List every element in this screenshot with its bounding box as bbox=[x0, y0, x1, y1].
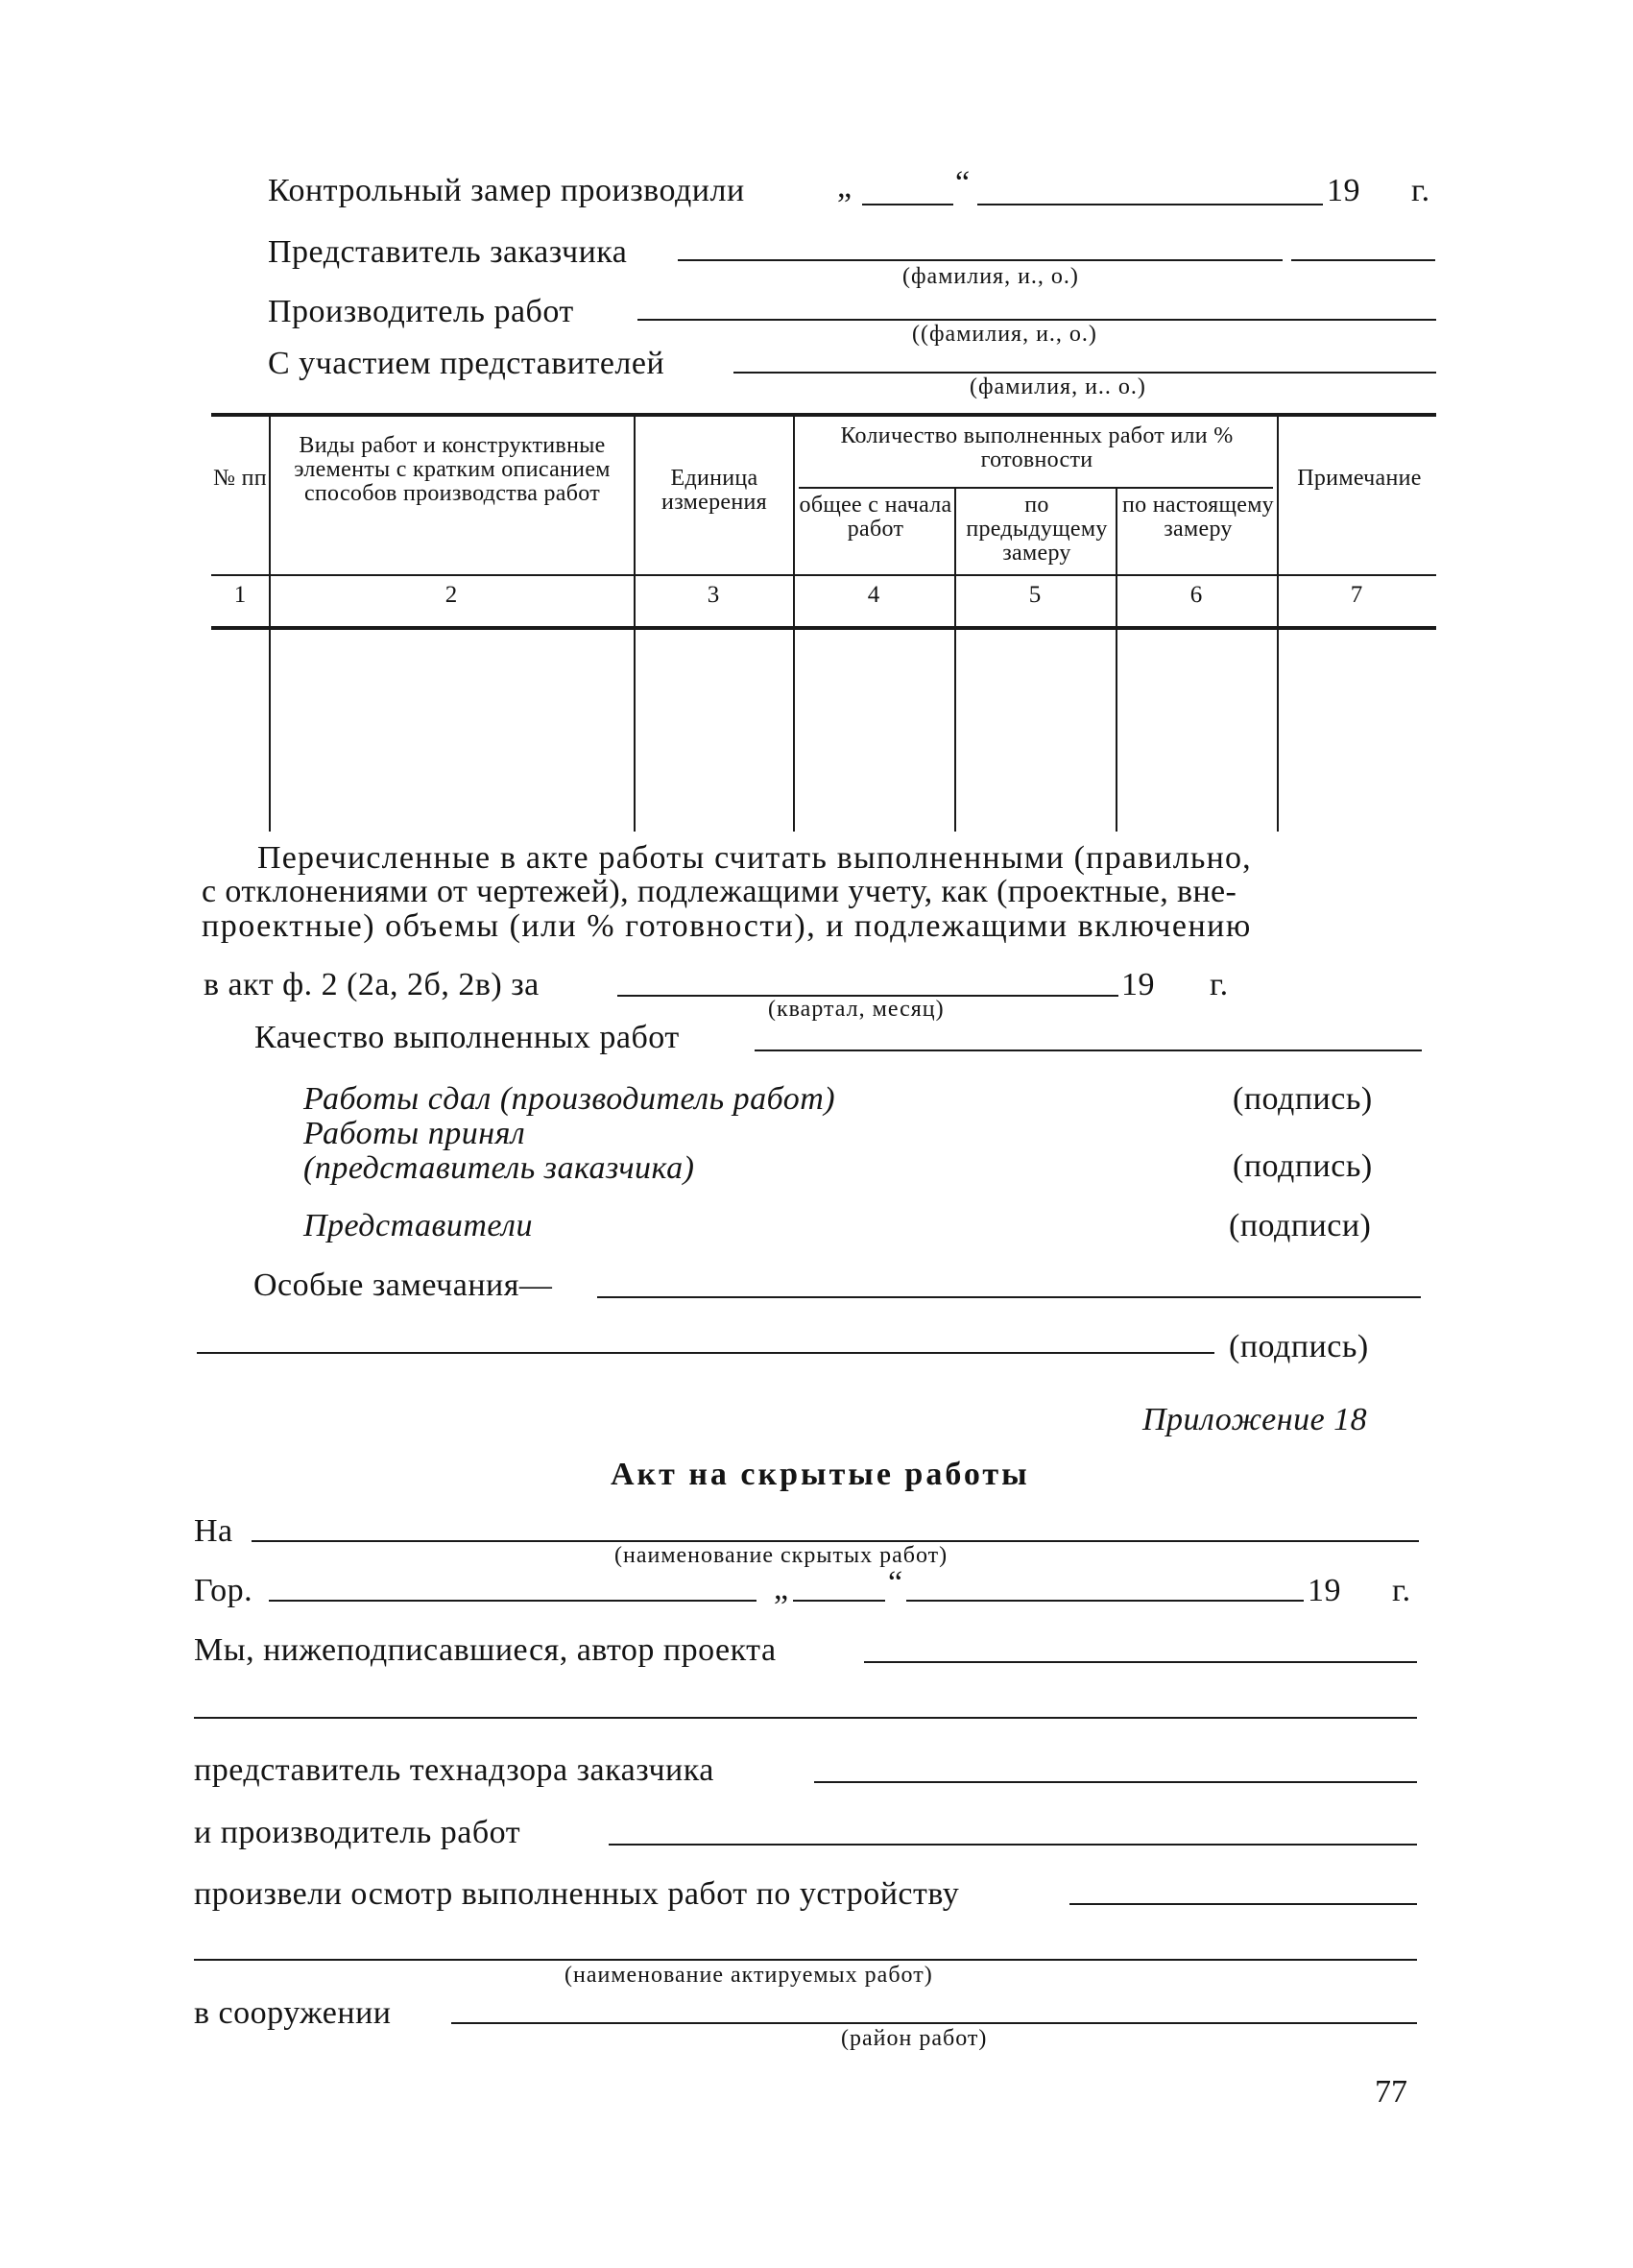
col-divider-1 bbox=[269, 415, 271, 832]
author-field-2[interactable] bbox=[194, 1717, 1417, 1719]
works-producer-caption: ((фамилия, и., о.) bbox=[912, 322, 1097, 347]
quality-field[interactable] bbox=[755, 1050, 1422, 1051]
inspection-field[interactable] bbox=[1069, 1903, 1417, 1905]
appendix-label: Приложение 18 bbox=[1142, 1402, 1368, 1437]
control-measure-label: Контрольный замер производили bbox=[268, 173, 745, 208]
customer-rep-label: Представитель заказчика bbox=[268, 234, 628, 270]
conclusion-line-1: Перечисленные в акте работы считать выполненными (правильно, bbox=[257, 840, 1252, 876]
customer-rep-caption: (фамилия, и., о.) bbox=[902, 264, 1079, 289]
page-number: 77 bbox=[1375, 2074, 1407, 2110]
col-number: 5 bbox=[1028, 582, 1042, 608]
signature-mark[interactable]: (подпись) bbox=[1233, 1148, 1373, 1184]
col-number: 6 bbox=[1189, 582, 1203, 608]
signature-role: (представитель заказчика) bbox=[303, 1150, 695, 1186]
header-num: № пп bbox=[213, 466, 267, 491]
inspection-label: произвели осмотр выполненных работ по устройству bbox=[194, 1876, 960, 1912]
inspection-caption: (наименование актируемых работ) bbox=[564, 1963, 933, 1988]
act-title: Акт на скрытые работы bbox=[611, 1457, 1030, 1492]
hidden-works-field[interactable] bbox=[252, 1540, 1419, 1542]
day-field[interactable] bbox=[862, 204, 953, 205]
header-unit: Единица измерения bbox=[661, 466, 767, 515]
conclusion-line-2: с отклонениями от чертежей), подлежащими учету, как (проектные, вне- bbox=[202, 874, 1237, 909]
year-prefix: 19 bbox=[1327, 173, 1360, 208]
works-producer-field[interactable] bbox=[637, 319, 1436, 321]
header-quantity: Количество выполненных работ или % готовности bbox=[840, 423, 1234, 472]
table-top-rule bbox=[211, 413, 1436, 417]
date-month-field[interactable] bbox=[906, 1600, 1304, 1602]
month-field[interactable] bbox=[977, 204, 1323, 205]
producer-field[interactable] bbox=[609, 1844, 1417, 1846]
act-year-suffix: г. bbox=[1210, 967, 1229, 1002]
date-year-suffix: г. bbox=[1392, 1573, 1411, 1608]
quantity-subheader-rule bbox=[799, 487, 1273, 489]
signature-mark[interactable]: (подписи) bbox=[1229, 1208, 1372, 1243]
table-numbers-rule bbox=[211, 626, 1436, 630]
col-divider-2 bbox=[634, 415, 636, 832]
producer-label: и производитель работ bbox=[194, 1815, 521, 1850]
participants-label: С участием представителей bbox=[268, 346, 665, 381]
col-divider-4 bbox=[954, 488, 956, 832]
col-number: 3 bbox=[707, 582, 720, 608]
act-year: 19 bbox=[1121, 967, 1155, 1002]
participants-caption: (фамилия, и.. о.) bbox=[970, 374, 1146, 399]
conclusion-line-3: проектные) объемы (или % готовности), и подлежащими включению bbox=[202, 908, 1252, 944]
header-total: общее с начала работ bbox=[799, 493, 952, 542]
col-divider-3 bbox=[793, 415, 795, 832]
we-label: Мы, нижеподписавшиеся, автор проекта bbox=[194, 1632, 777, 1668]
col-number: 2 bbox=[444, 582, 458, 608]
date-year: 19 bbox=[1308, 1573, 1341, 1608]
remarks-label: Особые замечания— bbox=[253, 1267, 553, 1303]
act-label: в акт ф. 2 (2а, 2б, 2в) за bbox=[204, 967, 540, 1002]
structure-field[interactable] bbox=[451, 2022, 1417, 2024]
signature-role: Работы сдал (производитель работ) bbox=[303, 1081, 836, 1117]
signature-role: Работы принял bbox=[303, 1116, 526, 1151]
author-field[interactable] bbox=[864, 1661, 1417, 1663]
period-caption: (квартал, месяц) bbox=[768, 997, 945, 1022]
date-day-field[interactable] bbox=[793, 1600, 885, 1602]
quote-close: “ bbox=[888, 1565, 903, 1601]
col-number: 1 bbox=[233, 582, 247, 608]
table-header-rule bbox=[211, 574, 1436, 576]
remarks-field-2[interactable] bbox=[197, 1352, 1214, 1354]
col-divider-5 bbox=[1116, 488, 1117, 832]
remarks-signature[interactable]: (подпись) bbox=[1229, 1329, 1369, 1364]
tech-field[interactable] bbox=[814, 1781, 1417, 1783]
city-field[interactable] bbox=[269, 1600, 756, 1602]
header-current: по настоящему замеру bbox=[1122, 493, 1274, 542]
signature-role: Представители bbox=[303, 1208, 533, 1243]
hidden-works-caption: (наименование скрытых работ) bbox=[614, 1543, 949, 1568]
customer-rep-field[interactable] bbox=[678, 259, 1283, 261]
header-note: Примечание bbox=[1297, 466, 1422, 491]
quote-open: „ bbox=[774, 1571, 789, 1606]
quote-close: “ bbox=[955, 165, 971, 201]
col-divider-6 bbox=[1277, 415, 1279, 832]
structure-label: в сооружении bbox=[194, 1995, 392, 2031]
signature-mark[interactable]: (подпись) bbox=[1233, 1081, 1373, 1117]
tech-label: представитель технадзора заказчика bbox=[194, 1752, 714, 1788]
col-number: 4 bbox=[867, 582, 880, 608]
header-works: Виды работ и конструктивные элементы с кратким описанием способов производства работ bbox=[294, 433, 611, 506]
city-label: Гор. bbox=[194, 1573, 253, 1608]
structure-caption: (район работ) bbox=[841, 2026, 988, 2051]
year-suffix: г. bbox=[1411, 173, 1430, 208]
on-label: На bbox=[194, 1513, 233, 1549]
quote-open: „ bbox=[837, 169, 853, 205]
quality-label: Качество выполненных работ bbox=[254, 1020, 680, 1055]
works-producer-label: Производитель работ bbox=[268, 294, 574, 329]
col-number: 7 bbox=[1350, 582, 1363, 608]
participants-field[interactable] bbox=[733, 372, 1436, 374]
inspection-field-2[interactable] bbox=[194, 1959, 1417, 1961]
header-prev: по предыдущему замеру bbox=[966, 493, 1108, 566]
remarks-field[interactable] bbox=[597, 1296, 1421, 1298]
customer-rep-field-tail[interactable] bbox=[1291, 259, 1435, 261]
